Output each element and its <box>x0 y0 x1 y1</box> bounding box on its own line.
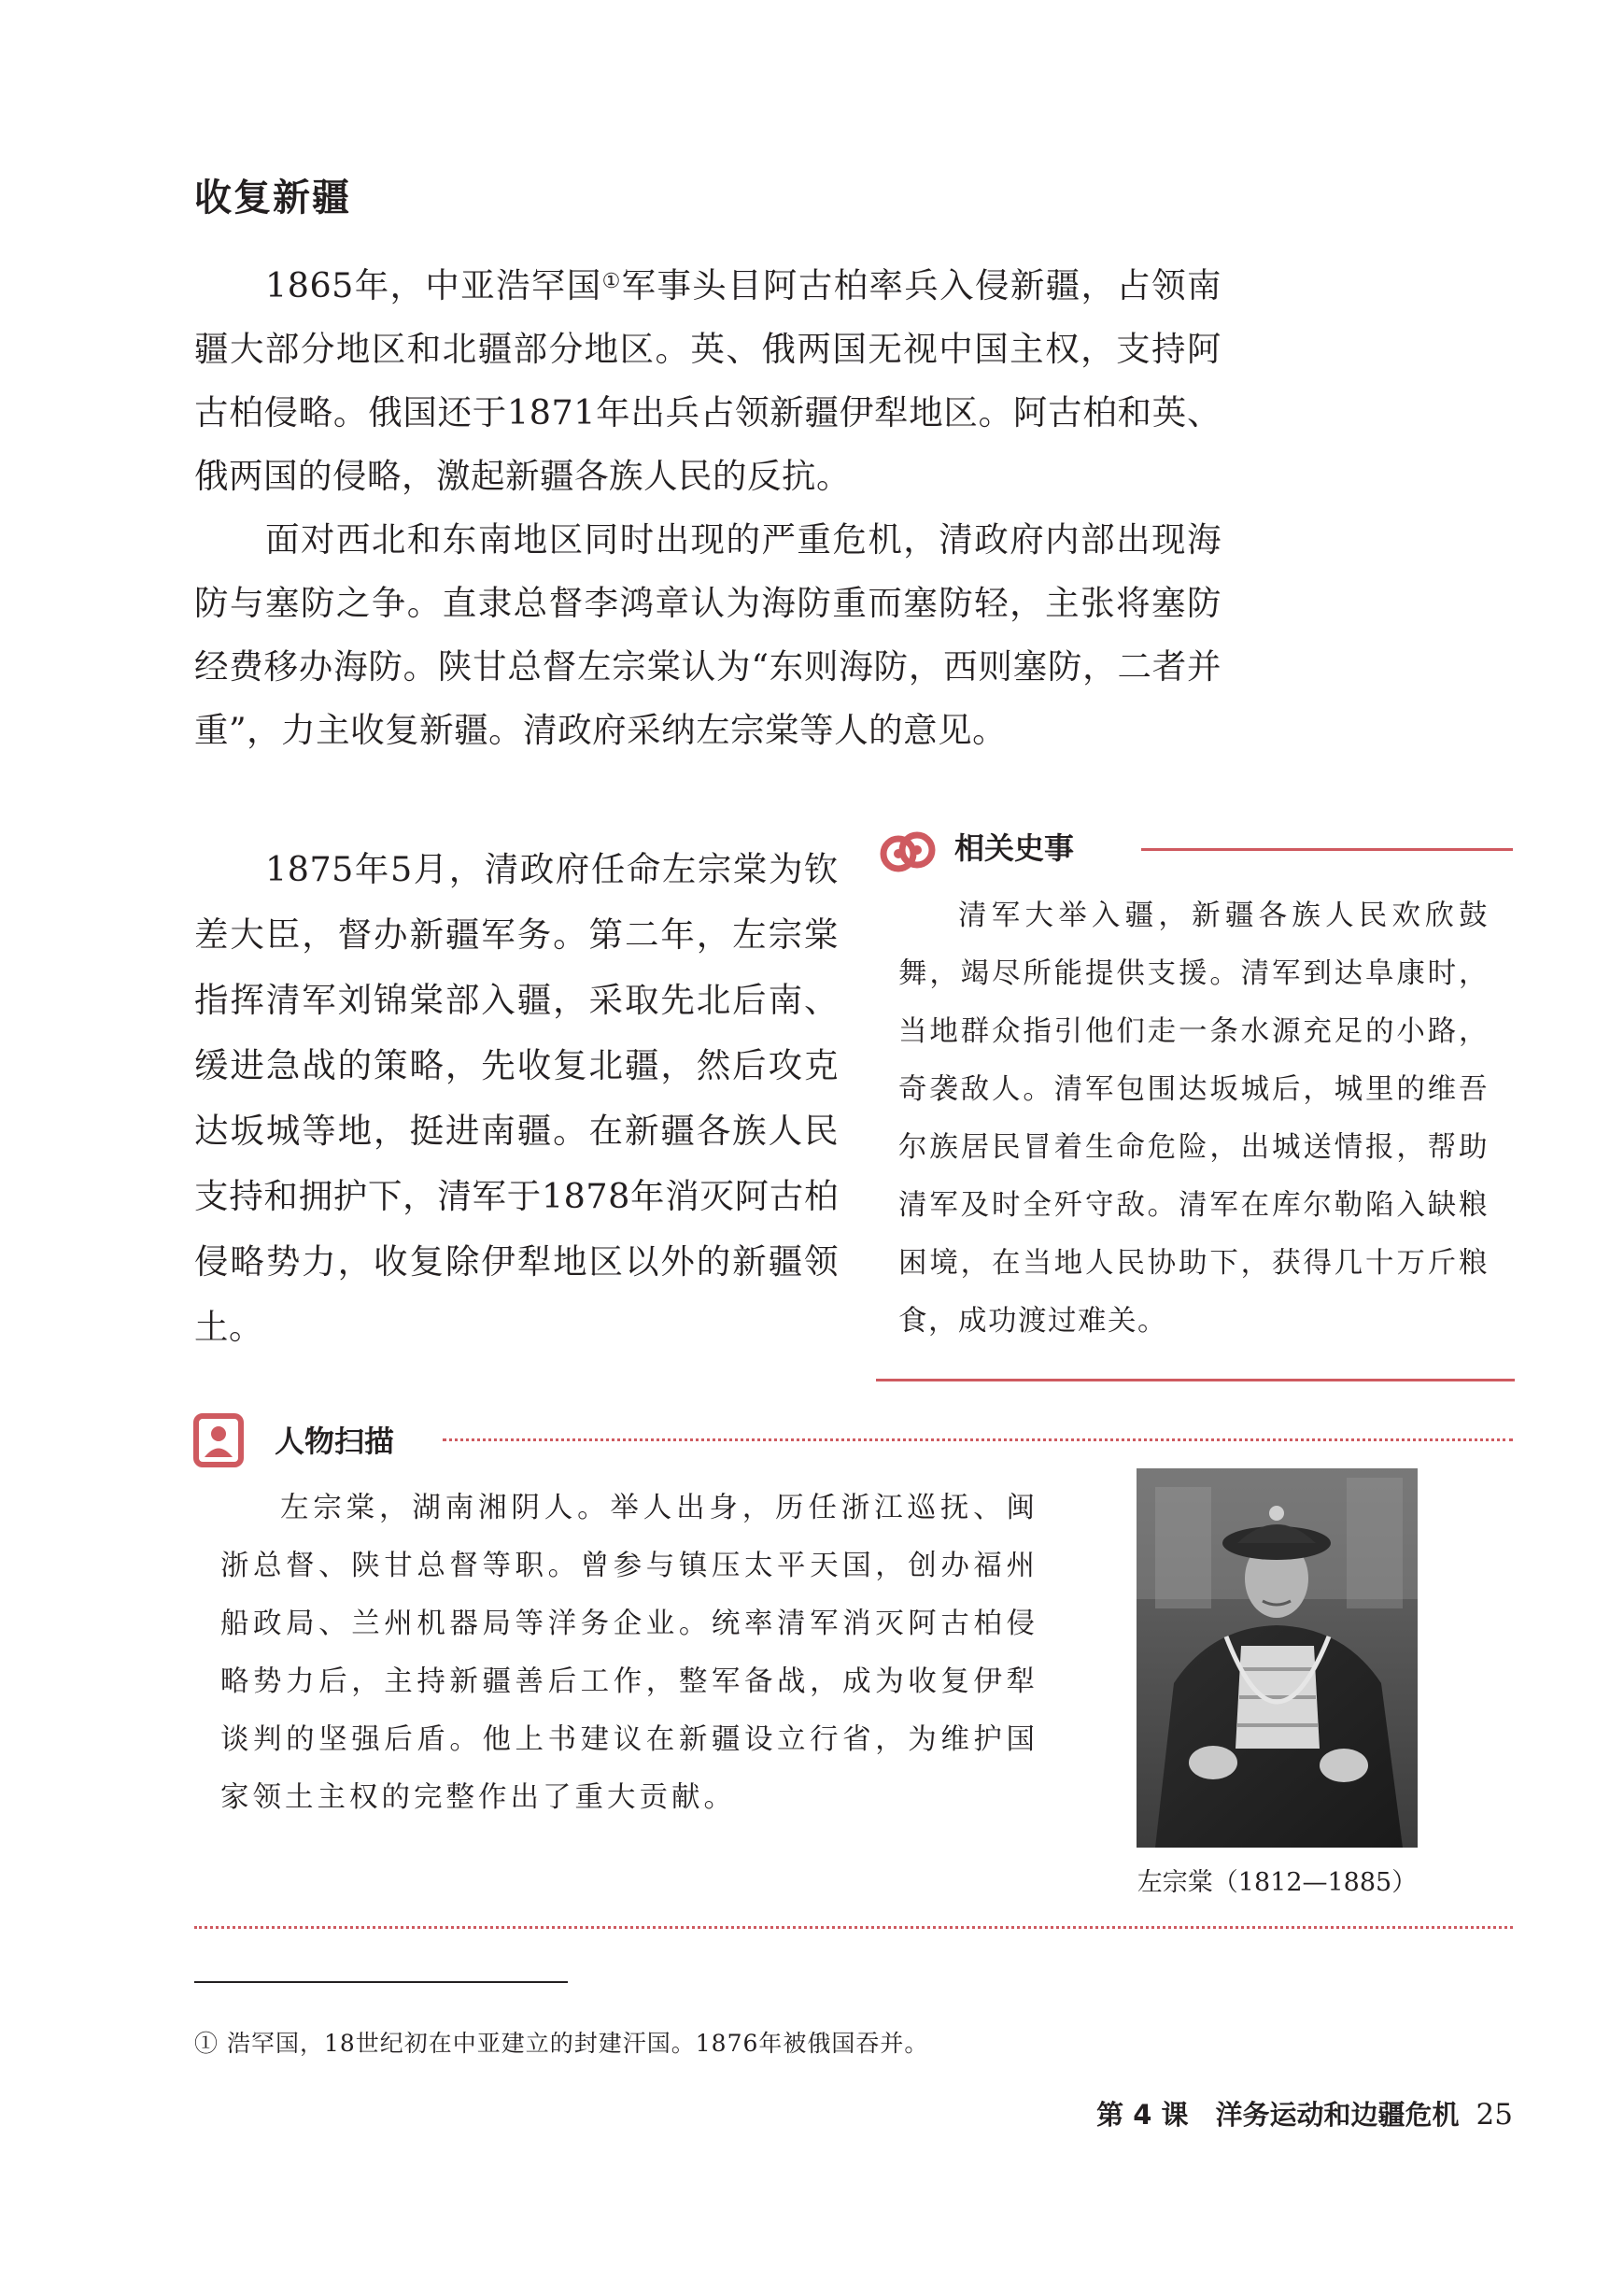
related-history-bottom-rule <box>876 1379 1515 1381</box>
page-number: 25 <box>1476 2098 1513 2132</box>
footnote-marker: ① <box>601 270 622 293</box>
person-scan-text: 左宗棠，湖南湘阴人。举人出身，历任浙江巡抚、闽浙总督、陕甘总督等职。曾参与镇压太平天国，创办福州船政局、兰州机器局等洋务企业。统率清军消灭阿古柏侵略势力后，主持新疆善后工作，整军备战，成为收复伊犁谈判的坚强后盾。他上书建议在新疆设立行省，为维护国家领土主权的完整作出了重大贡献。 <box>220 1492 1038 1814</box>
person-scan-top-rule <box>443 1438 1513 1441</box>
person-scan-bottom-rule <box>194 1926 1513 1929</box>
related-history-text: 清军大举入疆，新疆各族人民欢欣鼓舞，竭尽所能提供支援。清军到达阜康时，当地群众指引他们走一条水源充足的小路，奇袭敌人。清军包围达坂城后，城里的维吾尔族居民冒着生命危险，出城送情报，帮助清军及时全歼守敌。清军在库尔勒陷入缺粮困境，在当地人民协助下，获得几十万斤粮食，成功渡过难关。 <box>898 900 1489 1338</box>
paragraph-invasion-rest: 军事头目阿古柏率兵入侵新疆，占领南疆大部分地区和北疆部分地区。英、俄两国无视中国主权，支持阿古柏侵略。俄国还于1871年出兵占领新疆伊犁地区。阿古柏和英、俄两国的侵略，激起新疆各族人民的反抗。 <box>194 265 1222 496</box>
lesson-title: 第 4 课 洋务运动和边疆危机 <box>1096 2099 1460 2131</box>
related-history-title: 相关史事 <box>954 830 1075 866</box>
footnote-rule <box>194 1981 568 1983</box>
page-footer <box>934 2094 1513 2135</box>
paragraph-invasion-start: 1865年，中亚浩罕国 <box>265 265 602 305</box>
section-title: 收复新疆 <box>194 177 351 220</box>
paragraph-invasion <box>194 254 1222 508</box>
person-profile-icon <box>193 1413 244 1467</box>
portrait-photo <box>1137 1468 1418 1848</box>
related-history-icon <box>878 822 938 882</box>
paragraph-recovery: 1875年5月，清政府任命左宗棠为钦差大臣，督办新疆军务。第二年，左宗棠指挥清军刘锦棠部入疆，采取先北后南、缓进急战的策略，先收复北疆，然后攻克达坂城等地，挺进南疆。在新疆各族人民支持和拥护下，清军于1878年消灭阿古柏侵略势力，收复除伊犁地区以外的新疆领土。 <box>194 849 839 1347</box>
footnote: ① 浩罕国，18世纪初在中亚建立的封建汗国。1876年被俄国吞并。 <box>194 2030 929 2057</box>
related-history-rule <box>1141 848 1513 851</box>
paragraph-defense-debate: 面对西北和东南地区同时出现的严重危机，清政府内部出现海防与塞防之争。直隶总督李鸿章认为海防重而塞防轻，主张将塞防经费移办海防。陕甘总督左宗棠认为“东则海防，西则塞防，二者并重”，力主收复新疆。清政府采纳左宗棠等人的意见。 <box>194 519 1222 750</box>
portrait-caption: 左宗棠（1812—1885） <box>1137 1868 1418 1897</box>
person-scan-title: 人物扫描 <box>275 1424 395 1459</box>
